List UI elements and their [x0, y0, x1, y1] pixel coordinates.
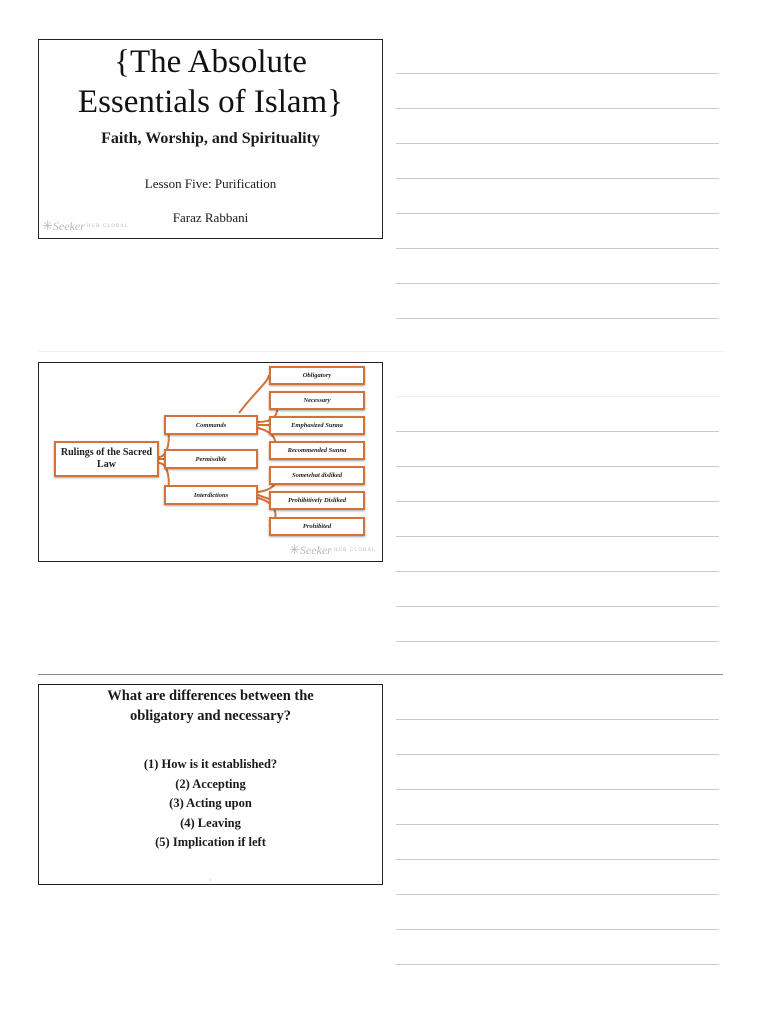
star-icon: ✳ [42, 218, 53, 233]
question-heading [39, 686, 382, 726]
list-item: (4) Leaving [180, 815, 241, 830]
question-line-1: What are differences between the [107, 688, 314, 704]
note-line [396, 396, 719, 397]
somewhat-disliked-box: Somewhat disliked [269, 466, 365, 485]
note-line [396, 466, 719, 467]
note-line [396, 431, 719, 432]
logo-small-text: HUB GLOBAL [333, 547, 376, 553]
slide-subtitle: Faith, Worship, and Spirituality [101, 130, 320, 147]
note-line [396, 789, 719, 790]
connector-obligatory [239, 375, 269, 413]
note-line [396, 824, 719, 825]
note-line [396, 719, 719, 720]
section-divider [38, 674, 723, 675]
logo-script: Seeker [299, 543, 332, 557]
slide-question [38, 684, 383, 885]
slide-title-heading [39, 42, 382, 122]
note-line [396, 536, 719, 537]
logo-small-text: HUB GLOBAL [86, 223, 129, 229]
note-line [396, 73, 719, 74]
list-item: (5) Implication if left [155, 835, 266, 849]
note-line [396, 283, 719, 284]
note-line [396, 318, 719, 319]
section-divider [38, 351, 723, 352]
note-line [396, 606, 719, 607]
title-line-1: {The Absolute [114, 44, 307, 80]
root-box: Rulings of the Sacred Law [54, 441, 159, 477]
list-item: (2) Accepting [175, 776, 246, 791]
star-icon: ✳ [289, 542, 300, 557]
seekershub-logo [42, 217, 129, 235]
prohibitively-disliked-box: Prohibitively Disliked [269, 491, 365, 510]
title-line-2: Essentials of Islam} [77, 84, 344, 120]
slide-rulings-diagram [38, 362, 383, 562]
note-line [396, 929, 719, 930]
list-item: (1) How is it established? [143, 757, 278, 771]
emphasized-sunna-box: Emphasized Sunna [269, 416, 365, 435]
note-line [396, 143, 719, 144]
note-line [396, 501, 719, 502]
commands-box: Commands [164, 415, 258, 435]
note-line [396, 108, 719, 109]
difference-list [39, 755, 382, 853]
note-line [396, 571, 719, 572]
lesson-label: Lesson Five: Purification [144, 176, 277, 191]
question-line-2: obligatory and necessary? [129, 708, 292, 724]
seekershub-logo [289, 541, 376, 559]
note-line [396, 964, 719, 965]
permissible-box: Permissible [164, 449, 258, 469]
note-line [396, 213, 719, 214]
logo-script: Seeker [52, 219, 85, 233]
note-line [396, 754, 719, 755]
note-line [396, 894, 719, 895]
recommended-sunna-box: Recommended Sunna [269, 441, 365, 460]
list-item: (3) Acting upon [169, 796, 252, 810]
note-line [396, 178, 719, 179]
note-line [396, 641, 719, 642]
obligatory-box: Obligatory [269, 366, 365, 385]
author-name: Faraz Rabbani [172, 210, 249, 225]
slide-title [38, 39, 383, 239]
necessary-box: Necessary [269, 391, 365, 410]
note-line [396, 859, 719, 860]
prohibited-box: Prohibited [269, 517, 365, 536]
note-line [396, 248, 719, 249]
interdictions-box: Interdictions [164, 485, 258, 505]
slide-page-number: 1 [209, 878, 212, 882]
